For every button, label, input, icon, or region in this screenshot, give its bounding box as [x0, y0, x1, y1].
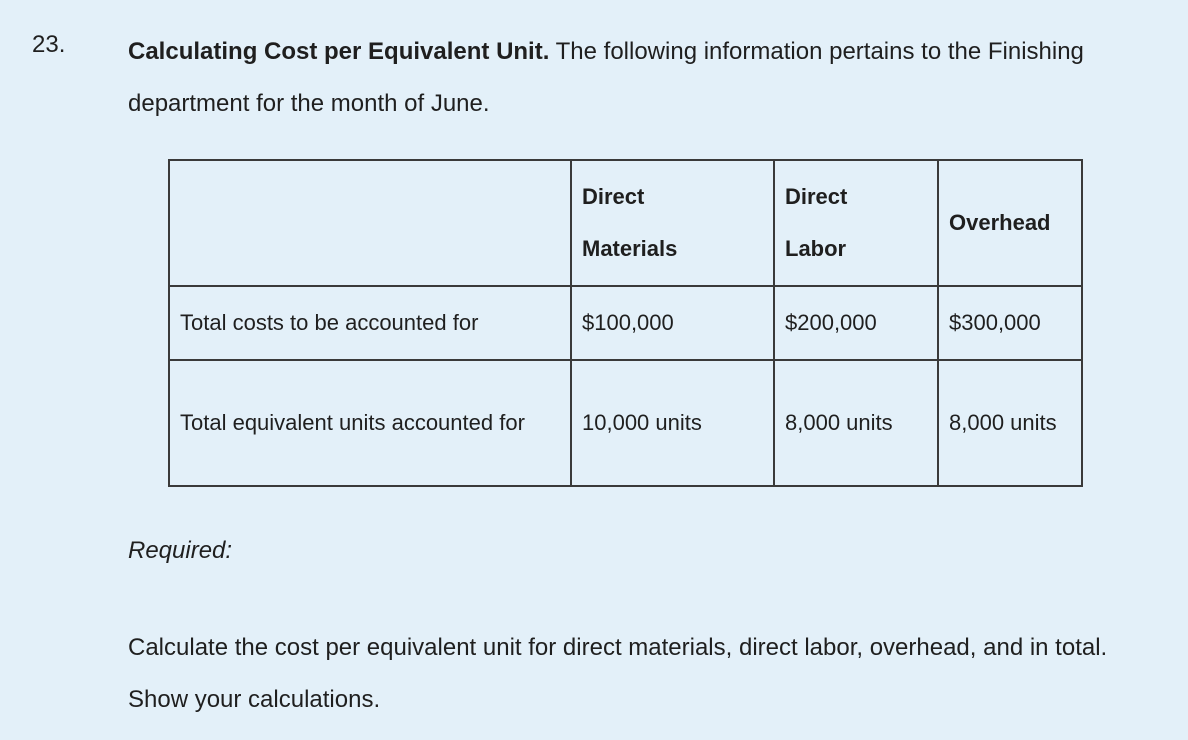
header-direct-labor	[774, 160, 938, 286]
question-title: Calculating Cost per Equivalent Unit.	[128, 38, 550, 65]
header-empty-cell	[169, 160, 571, 286]
cell-overhead-cost: $300,000	[938, 286, 1082, 360]
required-label: Required:	[128, 537, 233, 564]
question-intro-text: The following information pertains to the Finishing department for the month of June.	[128, 38, 1084, 117]
header-direct-labor-line2: Labor	[785, 236, 847, 261]
row-label-equivalent-units: Total equivalent units accounted for	[169, 360, 571, 486]
cell-direct-labor-units: 8,000 units	[774, 360, 938, 486]
question-number: 23.	[32, 31, 66, 58]
table-row	[169, 286, 1082, 360]
header-direct-materials	[571, 160, 774, 286]
header-direct-materials-line2: Materials	[582, 236, 678, 261]
table-header-row	[169, 160, 1082, 286]
question-intro	[128, 26, 1148, 130]
cell-direct-labor-cost: $200,000	[774, 286, 938, 360]
header-direct-materials-line1: Direct	[582, 184, 645, 209]
cell-direct-materials-units: 10,000 units	[571, 360, 774, 486]
cell-overhead-units: 8,000 units	[938, 360, 1082, 486]
instruction-text: Calculate the cost per equivalent unit for direct materials, direct labor, overhead, and in total. Show your calculations.	[128, 634, 1108, 713]
cost-data-table	[168, 159, 1083, 487]
row-label-total-costs: Total costs to be accounted for	[169, 286, 571, 360]
header-overhead: Overhead	[938, 160, 1082, 286]
cell-direct-materials-cost: $100,000	[571, 286, 774, 360]
header-direct-labor-line1: Direct	[785, 184, 848, 209]
table-row	[169, 360, 1082, 486]
